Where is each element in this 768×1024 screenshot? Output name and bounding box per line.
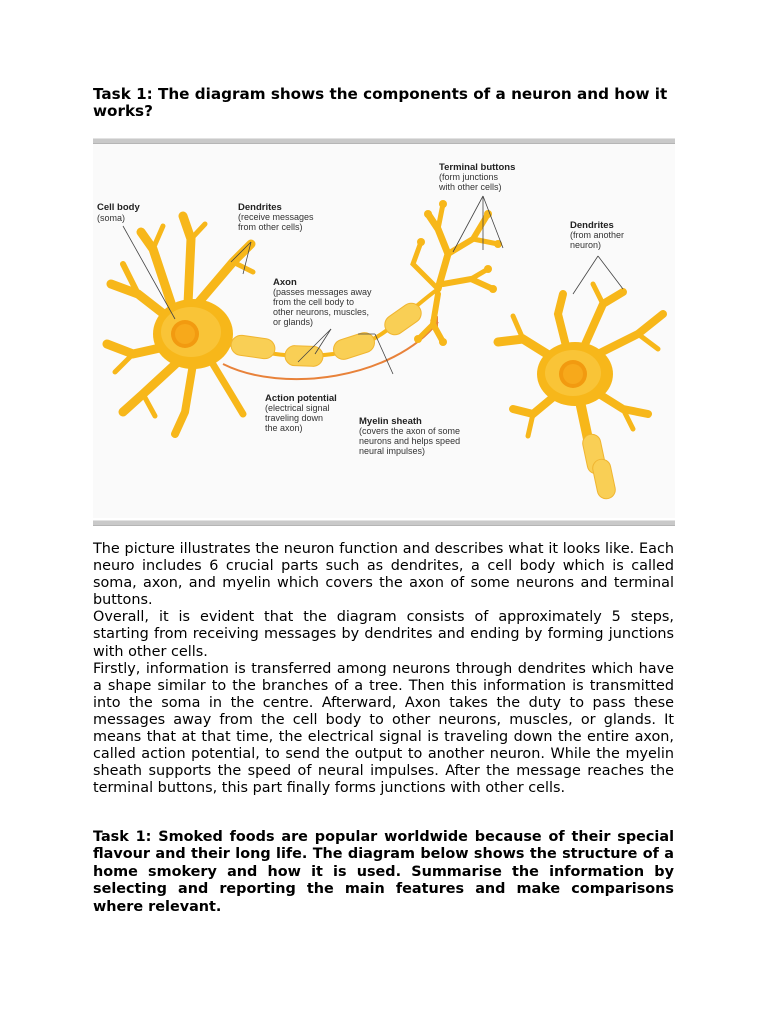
myelin-sheath-label <box>359 416 460 456</box>
essay-body <box>93 541 674 797</box>
svg-text:with other cells): with other cells) <box>439 182 502 192</box>
bottom-divider <box>93 520 675 526</box>
terminal-buttons-label <box>438 162 515 192</box>
terminal-buttons <box>413 204 498 342</box>
svg-text:Axon: Axon <box>273 277 297 288</box>
overview-paragraph: Overall, it is evident that the diagram consists of approximately 5 steps, starting from receiving messages by dendrites and ending by forming junctions with other cells. <box>93 609 674 660</box>
svg-text:Myelin sheath: Myelin sheath <box>359 416 422 427</box>
intro-paragraph: The picture illustrates the neuron function and describes what it looks like. Each neuro includes 6 crucial parts such as dendrites, a cell body which is called soma, axon, and myelin which covers the axon of some neurons and terminal buttons. <box>93 541 674 609</box>
svg-text:from other cells): from other cells) <box>238 222 303 232</box>
svg-text:(receive messages: (receive messages <box>238 212 314 222</box>
svg-text:Terminal buttons: Terminal buttons <box>439 162 516 173</box>
second-neuron <box>498 284 663 500</box>
svg-text:the axon): the axon) <box>265 423 303 433</box>
svg-text:(form junctions: (form junctions <box>439 172 499 182</box>
action-potential-label <box>265 393 337 433</box>
svg-text:Dendrites: Dendrites <box>570 220 614 231</box>
svg-text:neuron): neuron) <box>570 240 602 250</box>
dendrites-label <box>238 202 314 232</box>
svg-text:(electrical signal: (electrical signal <box>265 403 330 413</box>
svg-text:(from another: (from another <box>570 230 625 240</box>
first-neuron <box>107 216 253 434</box>
svg-text:Dendrites: Dendrites <box>238 202 282 213</box>
svg-text:traveling down: traveling down <box>265 413 324 423</box>
svg-text:(passes messages away: (passes messages away <box>273 287 372 297</box>
task2-prompt: Task 1: Smoked foods are popular worldwide because of their special flavour and their long life. The diagram below shows the structure of a home smokery and how it is used. Summarise the information by selecting and reporting the main features and make comparisons where relevant. <box>93 829 674 915</box>
cell-body-label <box>97 202 140 223</box>
svg-text:Cell body: Cell body <box>97 202 140 213</box>
svg-text:other neurons, muscles,: other neurons, muscles, <box>273 307 370 317</box>
svg-text:or glands): or glands) <box>273 317 314 327</box>
svg-text:from the cell body to: from the cell body to <box>273 297 355 307</box>
terminal-button-tips <box>414 200 502 346</box>
svg-text:(covers the axon of some: (covers the axon of some <box>359 426 461 436</box>
svg-text:neural impulses): neural impulses) <box>359 446 426 456</box>
neuron-diagram <box>93 144 675 518</box>
details-paragraph: Firstly, information is transferred among neurons through dendrites which have a shape similar to the branches of a tree. Then this information is transmitted into the soma in the centre. Afterward, Axon takes the duty to pass these messages away from the cell body to other neurons, muscles, or glands. It means that at that time, the electrical signal is traveling down the entire axon, called action potential, to send the output to another neuron. While the myelin sheath supports the speed of neural impulses. After the message reaches the terminal buttons, this part finally forms junctions with other cells. <box>93 660 674 797</box>
svg-text:Action potential: Action potential <box>265 393 337 404</box>
svg-text:(soma): (soma) <box>97 213 126 223</box>
task1-title: Task 1: The diagram shows the components of a neuron and how it works? <box>93 85 668 120</box>
svg-text:neurons and helps speed: neurons and helps speed <box>359 436 461 446</box>
axon-label <box>273 277 372 327</box>
dendrites-other-label <box>570 220 624 250</box>
